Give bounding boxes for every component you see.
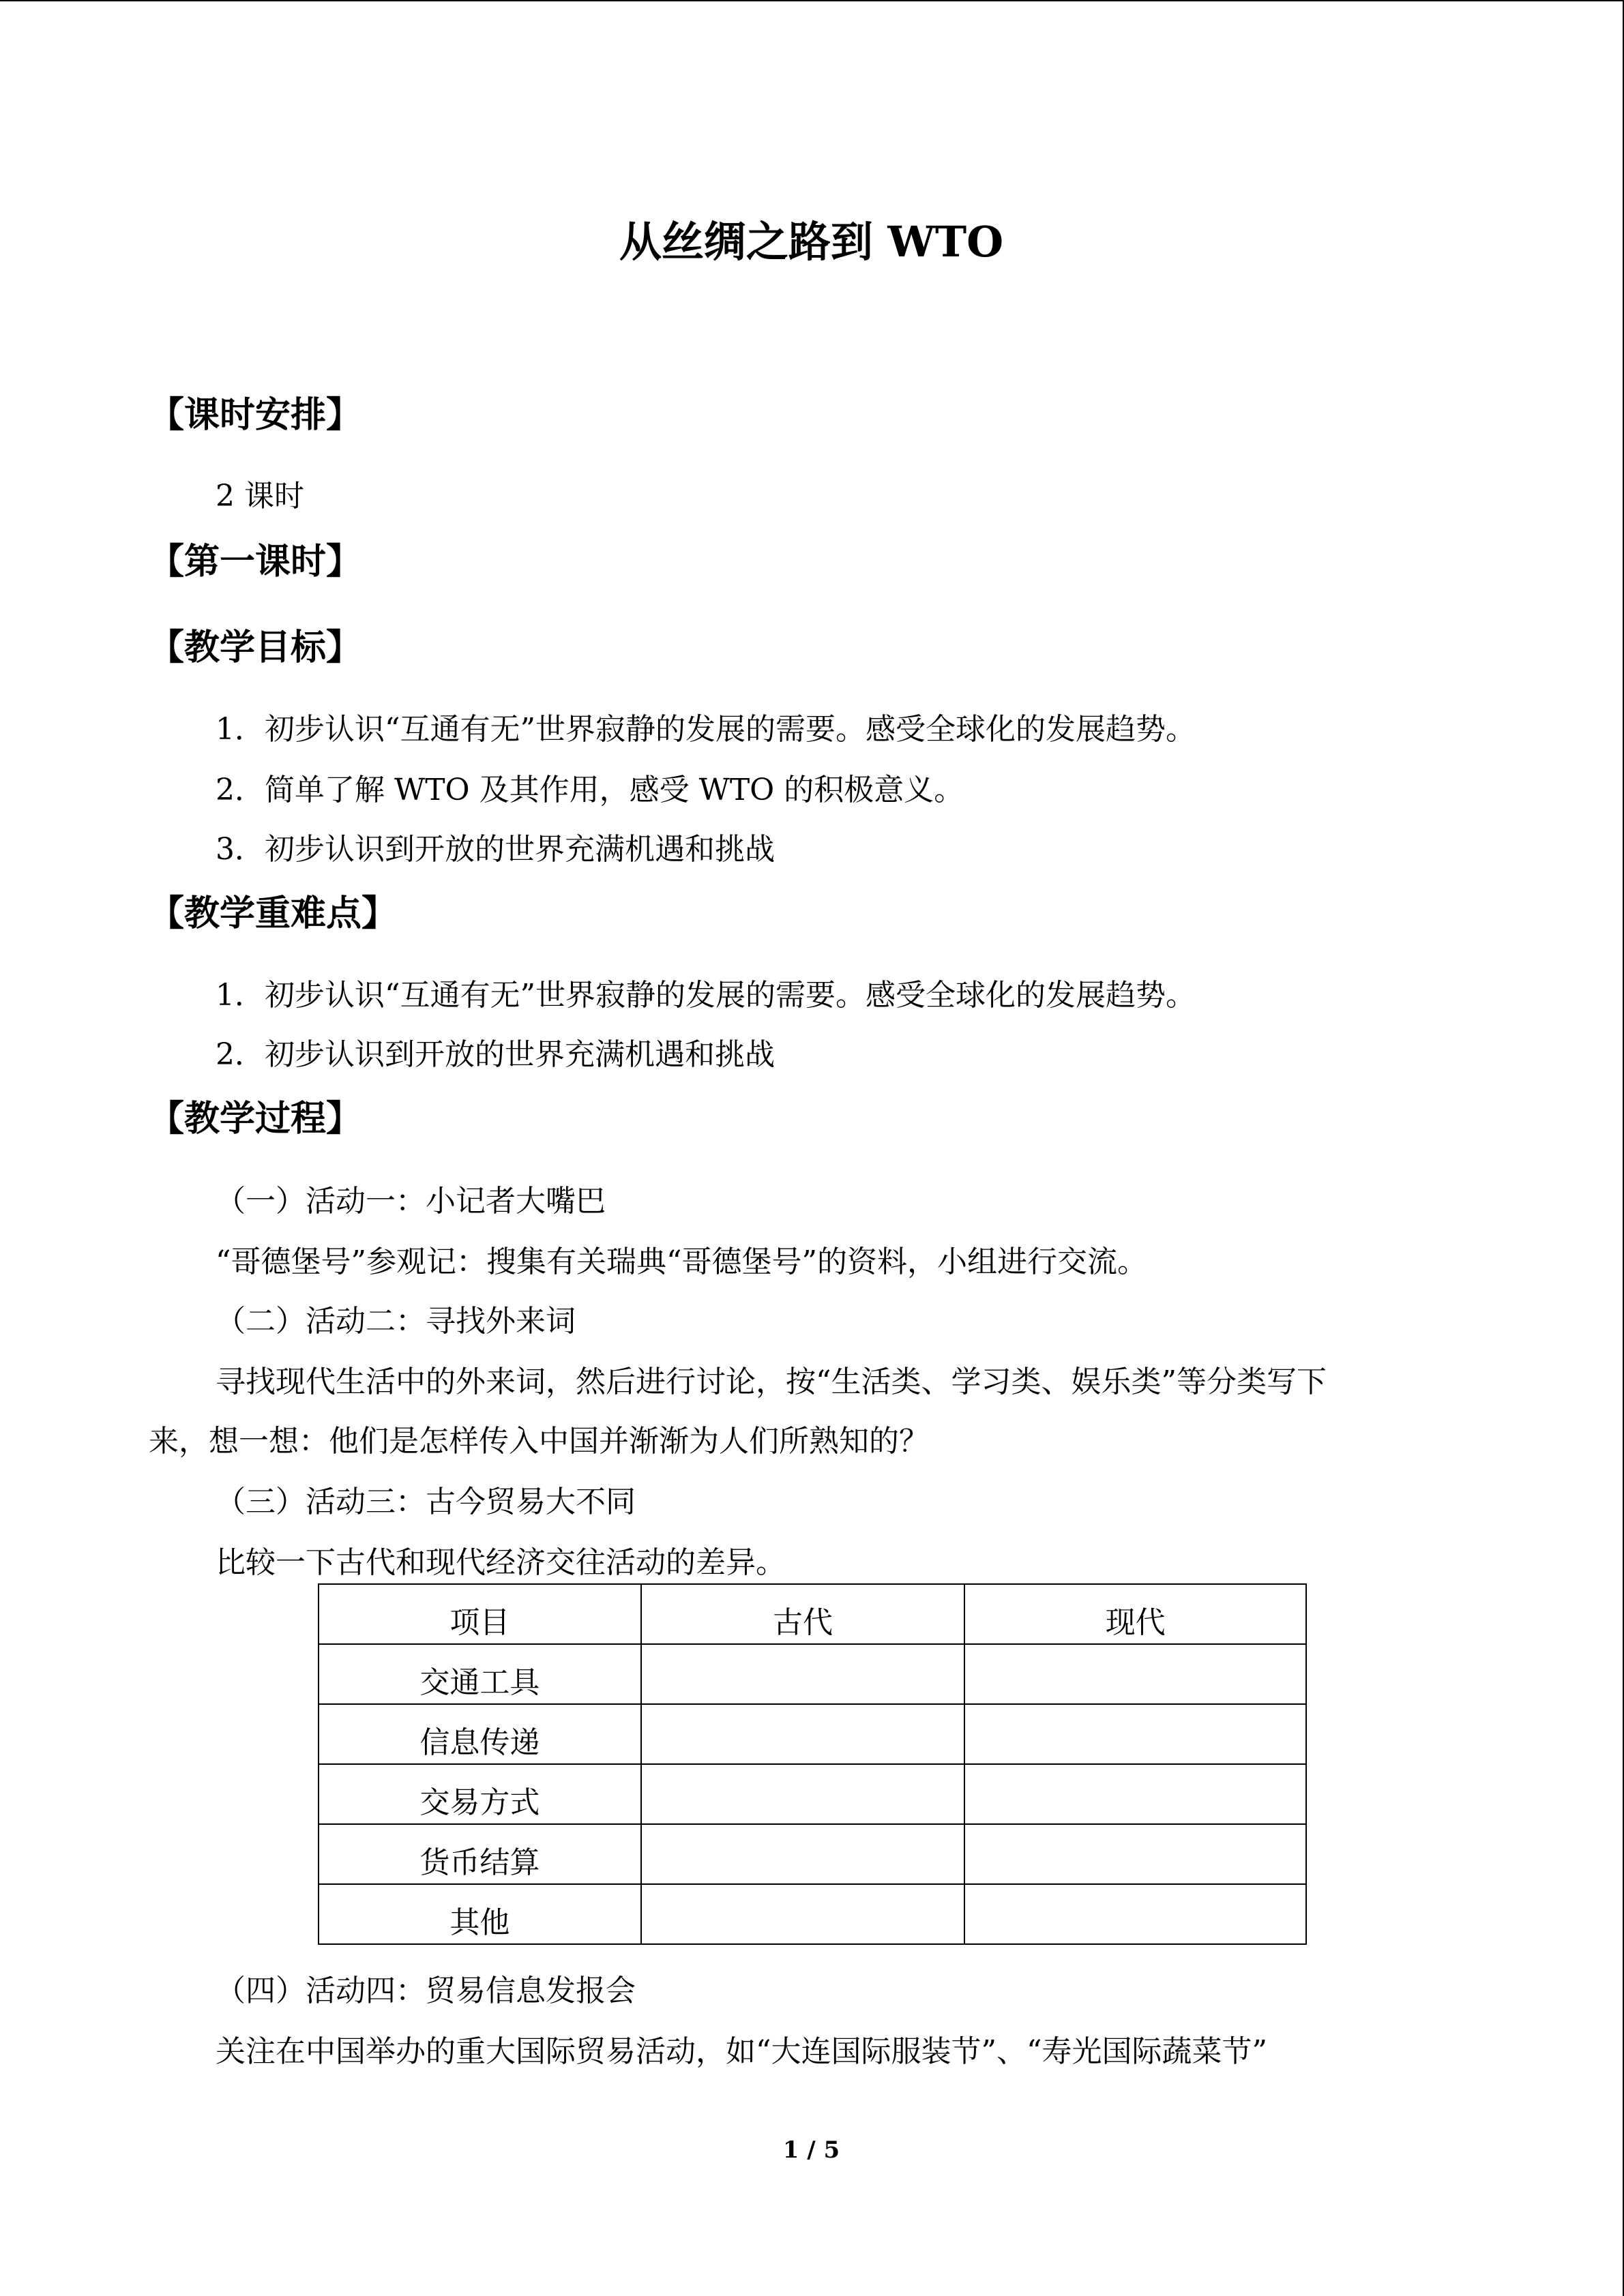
- activity2-title: （二）活动二：寻找外来词: [216, 1304, 576, 1339]
- objective-item: 2．简单了解 WTO 及其作用，感受 WTO 的积极意义。: [216, 773, 964, 807]
- table-cell: [641, 1884, 965, 1944]
- table-header-cell: 古代: [641, 1584, 965, 1644]
- table-cell: 其他: [319, 1884, 641, 1944]
- table-cell: [641, 1704, 965, 1764]
- table-cell: 交通工具: [319, 1644, 641, 1704]
- table-header-cell: 现代: [964, 1584, 1306, 1644]
- table-cell: 信息传递: [319, 1704, 641, 1764]
- key-point-item: 2．初步认识到开放的世界充满机遇和挑战: [216, 1037, 775, 1072]
- objective-item: 1．初步认识“互通有无”世界寂静的发展的需要。感受全球化的发展趋势。: [216, 712, 1196, 747]
- activity4-title: （四）活动四：贸易信息发报会: [216, 1973, 636, 2008]
- page-title: 从丝绸之路到 WTO: [619, 217, 1004, 267]
- activity1-title: （一）活动一：小记者大嘴巴: [216, 1184, 606, 1219]
- table-cell: 货币结算: [319, 1824, 641, 1884]
- table-row: [319, 1824, 1306, 1884]
- table-cell: [964, 1704, 1306, 1764]
- table-cell: [641, 1644, 965, 1704]
- table-cell: [964, 1764, 1306, 1824]
- table-row: [319, 1884, 1306, 1944]
- process-heading: 【教学过程】: [149, 1098, 362, 1139]
- table-row: [319, 1764, 1306, 1824]
- comparison-table: [318, 1583, 1307, 1945]
- schedule-text: 2 课时: [216, 479, 304, 513]
- key-point-item: 1．初步认识“互通有无”世界寂静的发展的需要。感受全球化的发展趋势。: [216, 978, 1196, 1013]
- key-points-heading: 【教学重难点】: [149, 893, 398, 934]
- activity1-text: “哥德堡号”参观记：搜集有关瑞典“哥德堡号”的资料，小组进行交流。: [216, 1244, 1147, 1279]
- objectives-heading: 【教学目标】: [149, 627, 362, 668]
- table-cell: [641, 1764, 965, 1824]
- table-header-row: [319, 1584, 1306, 1644]
- table-cell: [964, 1644, 1306, 1704]
- table-row: [319, 1704, 1306, 1764]
- first-lesson-heading: 【第一课时】: [149, 541, 362, 582]
- table-cell: [964, 1884, 1306, 1944]
- table-cell: [641, 1824, 965, 1884]
- activity4-text: 关注在中国举办的重大国际贸易活动，如“大连国际服装节”、“寿光国际蔬菜节”: [216, 2034, 1267, 2069]
- table-cell: [964, 1824, 1306, 1884]
- table-cell: 交易方式: [319, 1764, 641, 1824]
- table-header-cell: 项目: [319, 1584, 641, 1644]
- activity2-text-line1: 寻找现代生活中的外来词，然后进行讨论，按“生活类、学习类、娱乐类”等分类写下: [216, 1365, 1327, 1399]
- activity3-text: 比较一下古代和现代经济交往活动的差异。: [216, 1545, 786, 1580]
- objective-item: 3．初步认识到开放的世界充满机遇和挑战: [216, 832, 775, 867]
- page-indicator: 1 / 5: [782, 2136, 840, 2164]
- activity2-text-line2: 来，想一想：他们是怎样传入中国并渐渐为人们所熟知的？: [149, 1424, 929, 1459]
- table-row: [319, 1644, 1306, 1704]
- schedule-heading: 【课时安排】: [149, 394, 362, 436]
- activity3-title: （三）活动三：古今贸易大不同: [216, 1485, 636, 1519]
